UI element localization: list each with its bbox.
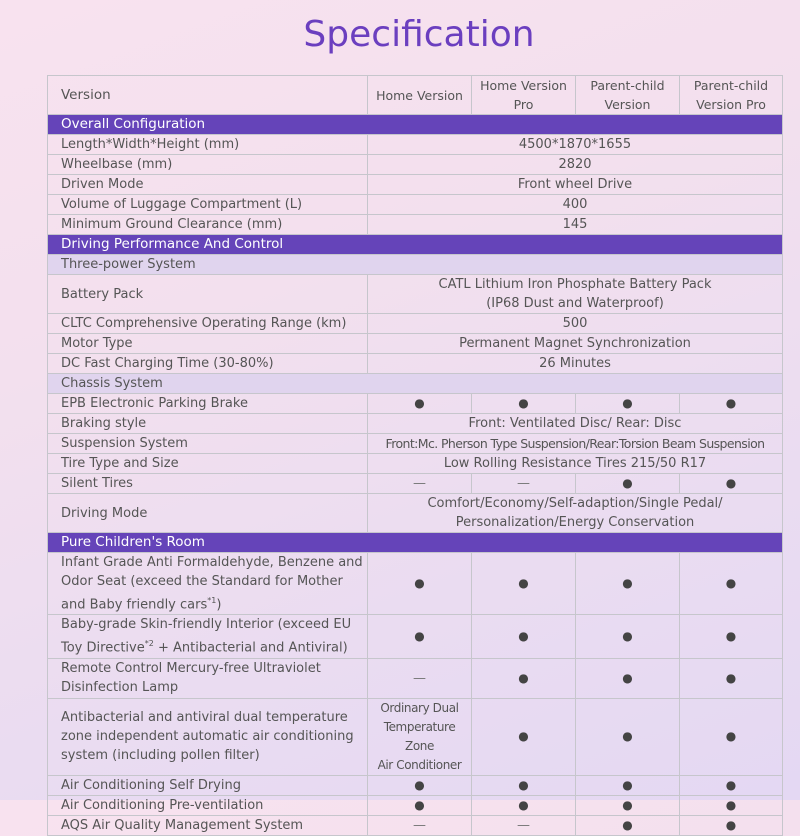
availability-dot-icon: ● [680, 474, 783, 494]
availability-dot-icon: ● [368, 795, 472, 815]
row-value: Front:Mc. Pherson Type Suspension/Rear:Torsion Beam Suspension [368, 434, 783, 454]
table-row [48, 175, 783, 195]
column-header: Parent-child Version [576, 76, 680, 115]
availability-dot-icon: ● [576, 394, 680, 414]
row-value: 500 [368, 314, 783, 334]
table-row [48, 658, 783, 698]
availability-dot-icon: ● [680, 795, 783, 815]
table-row [48, 314, 783, 334]
table-row [48, 434, 783, 454]
section-title: Pure Children's Room [48, 533, 783, 553]
row-label: Driven Mode [48, 175, 368, 195]
table-row [48, 775, 783, 795]
table-row [48, 494, 783, 533]
availability-dot-icon: ● [576, 815, 680, 835]
table-row [48, 474, 783, 494]
value-line: Comfort/Economy/Self-adaption/Single Pedal/ [427, 496, 723, 511]
row-value: 145 [368, 215, 783, 235]
availability-dot-icon: ● [576, 775, 680, 795]
table-row [48, 815, 783, 835]
row-label [48, 615, 368, 658]
row-label: DC Fast Charging Time (30-80%) [48, 354, 368, 374]
availability-dot-icon: ● [680, 698, 783, 775]
label-line [61, 634, 363, 657]
row-label: Wheelbase (mm) [48, 155, 368, 175]
row-label: Suspension System [48, 434, 368, 454]
row-value: Low Rolling Resistance Tires 215/50 R17 [368, 454, 783, 474]
table-row [48, 334, 783, 354]
table-row [48, 275, 783, 314]
label-line: Remote Control Mercury-free Ultraviolet [61, 661, 321, 677]
column-header: Home Version Pro [472, 76, 576, 115]
label-text: ) [216, 597, 222, 613]
table-row [48, 414, 783, 434]
subsection-row [48, 374, 783, 394]
availability-dot-icon: ● [680, 775, 783, 795]
row-label: Air Conditioning Pre-ventilation [48, 795, 368, 815]
availability-dot-icon: ● [368, 394, 472, 414]
table-header-row [48, 76, 783, 115]
value-line: (IP68 Dust and Waterproof) [486, 296, 664, 311]
availability-dot-icon: ● [368, 775, 472, 795]
label-line: Antibacterial and antiviral dual temperature [61, 710, 348, 726]
column-header: Parent-child Version Pro [680, 76, 783, 115]
table-row [48, 698, 783, 775]
table-row [48, 215, 783, 235]
not-available-dash-icon: — [368, 474, 472, 494]
footnote-marker: *1 [207, 596, 217, 605]
row-label: CLTC Comprehensive Operating Range (km) [48, 314, 368, 334]
section-row [48, 235, 783, 255]
label-line: system (including pollen filter) [61, 748, 260, 764]
availability-dot-icon: ● [576, 553, 680, 615]
label-line [61, 591, 363, 614]
availability-dot-icon: ● [472, 698, 576, 775]
row-label [48, 658, 368, 698]
label-line: zone independent automatic air conditioning [61, 729, 354, 745]
column-header: Home Version [368, 76, 472, 115]
row-label: EPB Electronic Parking Brake [48, 394, 368, 414]
value-line: Personalization/Energy Conservation [455, 515, 695, 530]
row-value: 2820 [368, 155, 783, 175]
row-value: Permanent Magnet Synchronization [368, 334, 783, 354]
value-line: Air Conditioner [377, 757, 462, 772]
availability-dot-icon: ● [680, 615, 783, 658]
availability-dot-icon: ● [576, 615, 680, 658]
not-available-dash-icon: — [472, 474, 576, 494]
row-label: Length*Width*Height (mm) [48, 135, 368, 155]
availability-dot-icon: ● [576, 795, 680, 815]
section-row [48, 115, 783, 135]
row-label: Volume of Luggage Compartment (L) [48, 195, 368, 215]
row-value: Front: Ventilated Disc/ Rear: Disc [368, 414, 783, 434]
row-label: Air Conditioning Self Drying [48, 775, 368, 795]
availability-dot-icon: ● [472, 775, 576, 795]
row-value: Front wheel Drive [368, 175, 783, 195]
section-title: Overall Configuration [48, 115, 783, 135]
not-available-dash-icon: — [368, 815, 472, 835]
availability-dot-icon: ● [576, 698, 680, 775]
section-row [48, 533, 783, 553]
table-row [48, 394, 783, 414]
row-label: Driving Mode [48, 494, 368, 533]
table-row [48, 195, 783, 215]
availability-dot-icon: ● [472, 615, 576, 658]
row-label: Minimum Ground Clearance (mm) [48, 215, 368, 235]
not-available-dash-icon: — [472, 815, 576, 835]
row-value: 400 [368, 195, 783, 215]
row-value: 4500*1870*1655 [368, 135, 783, 155]
value-line: Temperature Zone [383, 719, 456, 753]
table-row [48, 615, 783, 658]
availability-dot-icon: ● [368, 553, 472, 615]
availability-dot-icon: ● [576, 474, 680, 494]
not-available-dash-icon: — [368, 658, 472, 698]
section-title: Driving Performance And Control [48, 235, 783, 255]
label-text: Toy Directive [61, 640, 145, 656]
row-label: Silent Tires [48, 474, 368, 494]
label-text: + Antibacterial and Antiviral) [153, 640, 348, 656]
row-label [48, 553, 368, 615]
availability-dot-icon: ● [680, 658, 783, 698]
value-line: CATL Lithium Iron Phosphate Battery Pack [438, 277, 712, 292]
availability-dot-icon: ● [368, 615, 472, 658]
ac-type-cell [368, 698, 472, 775]
availability-dot-icon: ● [576, 658, 680, 698]
row-value [368, 494, 783, 533]
label-text: and Baby friendly cars [61, 597, 208, 613]
table-row [48, 155, 783, 175]
footnote-marker: *2 [144, 639, 154, 649]
table-row [48, 553, 783, 615]
value-line: Ordinary Dual [380, 700, 459, 715]
row-value [368, 275, 783, 314]
row-value: 26 Minutes [368, 354, 783, 374]
subsection-row [48, 255, 783, 275]
table-row [48, 795, 783, 815]
label-line: Baby-grade Skin-friendly Interior (exceed EU [61, 617, 352, 633]
row-label: Battery Pack [48, 275, 368, 314]
row-label: Motor Type [48, 334, 368, 354]
availability-dot-icon: ● [472, 394, 576, 414]
row-label [48, 698, 368, 775]
table-row [48, 454, 783, 474]
availability-dot-icon: ● [472, 553, 576, 615]
version-header: Version [48, 76, 368, 115]
subsection-title: Chassis System [48, 374, 783, 394]
table-row [48, 354, 783, 374]
availability-dot-icon: ● [472, 658, 576, 698]
availability-dot-icon: ● [680, 815, 783, 835]
row-label: Braking style [48, 414, 368, 434]
label-line: Disinfection Lamp [61, 680, 179, 696]
subsection-title: Three-power System [48, 255, 783, 275]
availability-dot-icon: ● [472, 795, 576, 815]
label-line: Infant Grade Anti Formaldehyde, Benzene and [61, 555, 363, 570]
page-title: Specification [303, 14, 535, 55]
label-line: Odor Seat (exceed the Standard for Mother [61, 574, 343, 589]
row-label: AQS Air Quality Management System [48, 815, 368, 835]
availability-dot-icon: ● [680, 394, 783, 414]
availability-dot-icon: ● [680, 553, 783, 615]
row-label: Tire Type and Size [48, 454, 368, 474]
table-row [48, 135, 783, 155]
specification-table [47, 75, 783, 836]
